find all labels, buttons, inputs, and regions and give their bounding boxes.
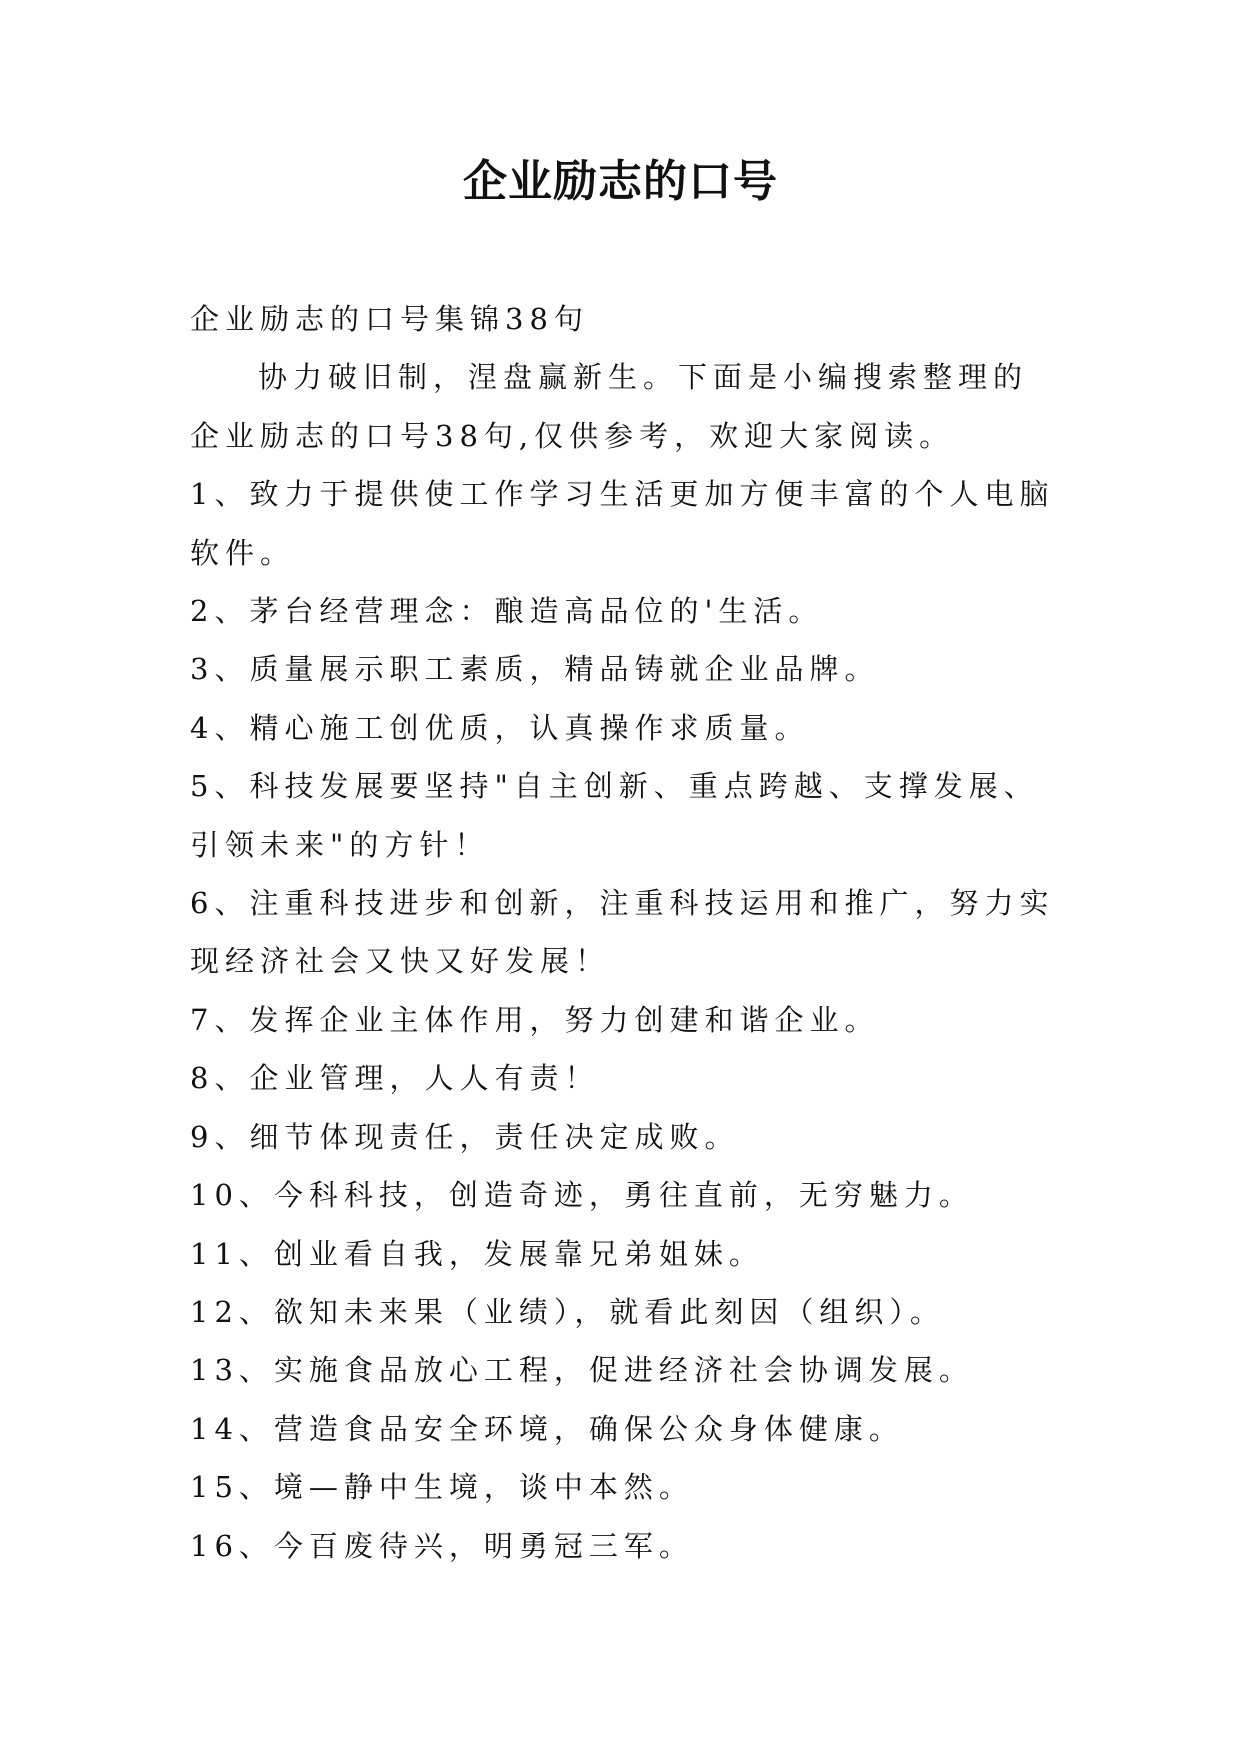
document-body: [190, 290, 1060, 1575]
list-item: 15、境—静中生境，谈中本然。: [190, 1470, 694, 1505]
list-item: 12、欲知未来果（业绩），就看此刻因（组织）。: [190, 1294, 945, 1329]
list-item: 2、茅台经营理念：酿造高品位的'生活。: [190, 594, 824, 629]
list-item: 1、致力于提供使工作学习生活更加方便丰富的个人电脑软件。: [190, 477, 1055, 570]
list-item: 8、企业管理，人人有责！: [190, 1061, 600, 1096]
list-item: 4、精心施工创优质，认真操作求质量。: [190, 710, 810, 745]
list-item: 9、细节体现责任，责任决定成败。: [190, 1119, 740, 1154]
list-item: 16、今百废待兴，明勇冠三军。: [190, 1528, 694, 1563]
list-item: 5、科技发展要坚持"自主创新、重点跨越、支撑发展、引领未来"的方针！: [190, 769, 1039, 862]
list-item: 11、创业看自我，发展靠兄弟姐妹。: [190, 1236, 764, 1271]
list-item: 10、今科科技，创造奇迹，勇往直前，无穷魅力。: [190, 1178, 974, 1213]
intro-paragraph: 协力破旧制，涅盘赢新生。下面是小编搜索整理的企业励志的口号38句,仅供参考，欢迎大家阅读。: [190, 360, 1029, 453]
list-item: 14、营造食品安全环境，确保公众身体健康。: [190, 1411, 904, 1446]
page-title: 企业励志的口号: [463, 156, 778, 207]
list-item: 7、发挥企业主体作用，努力创建和谐企业。: [190, 1002, 880, 1037]
subtitle: 企业励志的口号集锦38句: [190, 302, 589, 336]
list-item: 3、质量展示职工素质，精品铸就企业品牌。: [190, 652, 880, 687]
list-item: 6、注重科技进步和创新，注重科技运用和推广，努力实现经济社会又快又好发展！: [190, 886, 1055, 979]
list-item: 13、实施食品放心工程，促进经济社会协调发展。: [190, 1353, 974, 1388]
